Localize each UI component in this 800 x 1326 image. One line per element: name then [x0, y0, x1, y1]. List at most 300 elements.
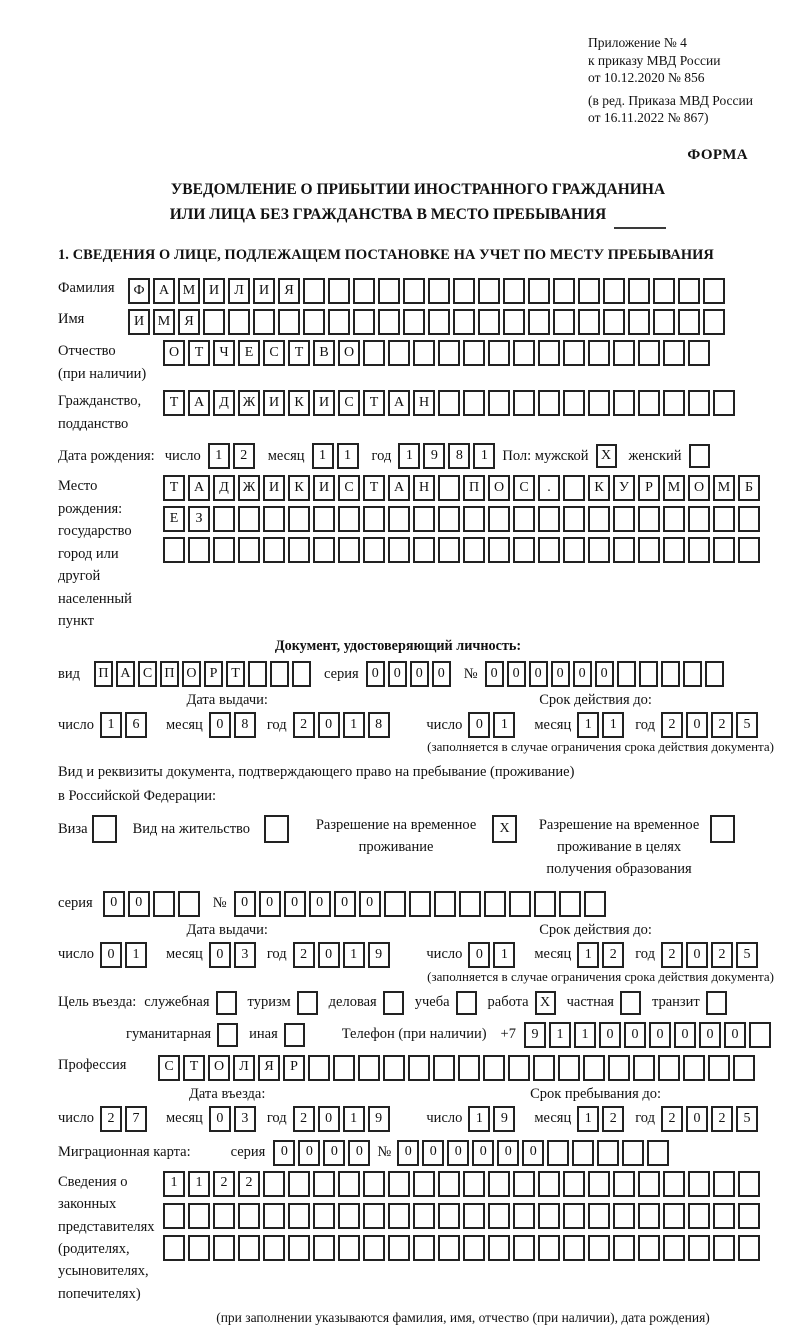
char-cell[interactable]: [613, 537, 635, 563]
char-cell[interactable]: 0: [388, 661, 407, 687]
char-cell[interactable]: [363, 506, 385, 532]
char-cell[interactable]: [388, 506, 410, 532]
char-cell[interactable]: Т: [163, 390, 185, 416]
char-cell[interactable]: 2: [238, 1171, 260, 1197]
char-cell[interactable]: [588, 1171, 610, 1197]
char-cell[interactable]: [203, 309, 225, 335]
char-cell[interactable]: 0: [599, 1022, 621, 1048]
char-cell[interactable]: О: [163, 340, 185, 366]
char-cell[interactable]: Я: [258, 1055, 280, 1081]
char-cell[interactable]: [338, 1235, 360, 1261]
char-cell[interactable]: М: [153, 309, 175, 335]
char-cell[interactable]: 0: [334, 891, 356, 917]
char-cell[interactable]: 0: [273, 1140, 295, 1166]
char-cell[interactable]: [653, 278, 675, 304]
char-cell[interactable]: 5: [736, 712, 758, 738]
char-cell[interactable]: 0: [259, 891, 281, 917]
char-cell[interactable]: [534, 891, 556, 917]
char-cell[interactable]: 1: [337, 443, 359, 469]
char-cell[interactable]: И: [313, 390, 335, 416]
char-cell[interactable]: [749, 1022, 771, 1048]
char-cell[interactable]: [363, 1235, 385, 1261]
purpose-checkbox[interactable]: [383, 991, 404, 1015]
char-cell[interactable]: [513, 390, 535, 416]
char-cell[interactable]: Л: [233, 1055, 255, 1081]
char-cell[interactable]: [428, 309, 450, 335]
char-cell[interactable]: Т: [288, 340, 310, 366]
char-cell[interactable]: 1: [602, 712, 624, 738]
char-cell[interactable]: [538, 537, 560, 563]
char-cell[interactable]: К: [288, 390, 310, 416]
char-cell[interactable]: [263, 537, 285, 563]
char-cell[interactable]: [238, 506, 260, 532]
char-cell[interactable]: 9: [368, 1106, 390, 1132]
char-cell[interactable]: 0: [100, 942, 122, 968]
char-cell[interactable]: [413, 506, 435, 532]
char-cell[interactable]: [509, 891, 531, 917]
char-cell[interactable]: [358, 1055, 380, 1081]
char-cell[interactable]: 0: [595, 661, 614, 687]
char-cell[interactable]: 0: [128, 891, 150, 917]
char-cell[interactable]: [503, 309, 525, 335]
char-cell[interactable]: [563, 390, 585, 416]
char-cell[interactable]: [633, 1055, 655, 1081]
char-cell[interactable]: [663, 1235, 685, 1261]
char-cell[interactable]: А: [388, 390, 410, 416]
char-cell[interactable]: [328, 309, 350, 335]
char-cell[interactable]: [538, 340, 560, 366]
char-cell[interactable]: [513, 537, 535, 563]
char-cell[interactable]: И: [203, 278, 225, 304]
char-cell[interactable]: 0: [624, 1022, 646, 1048]
char-cell[interactable]: [313, 1203, 335, 1229]
char-cell[interactable]: [163, 537, 185, 563]
char-cell[interactable]: 9: [423, 443, 445, 469]
char-cell[interactable]: 0: [724, 1022, 746, 1048]
char-cell[interactable]: 2: [711, 712, 733, 738]
char-cell[interactable]: [248, 661, 267, 687]
char-cell[interactable]: [703, 278, 725, 304]
char-cell[interactable]: [438, 537, 460, 563]
char-cell[interactable]: 2: [661, 1106, 683, 1132]
char-cell[interactable]: [588, 390, 610, 416]
char-cell[interactable]: 1: [100, 712, 122, 738]
char-cell[interactable]: [688, 537, 710, 563]
char-cell[interactable]: [313, 506, 335, 532]
char-cell[interactable]: [438, 1203, 460, 1229]
char-cell[interactable]: 1: [188, 1171, 210, 1197]
char-cell[interactable]: 1: [312, 443, 334, 469]
char-cell[interactable]: [613, 1171, 635, 1197]
char-cell[interactable]: С: [263, 340, 285, 366]
char-cell[interactable]: [613, 506, 635, 532]
char-cell[interactable]: [478, 278, 500, 304]
char-cell[interactable]: Ж: [238, 475, 260, 501]
char-cell[interactable]: Т: [226, 661, 245, 687]
char-cell[interactable]: 1: [577, 712, 599, 738]
char-cell[interactable]: [388, 1235, 410, 1261]
char-cell[interactable]: [538, 1235, 560, 1261]
char-cell[interactable]: [463, 1235, 485, 1261]
char-cell[interactable]: [588, 340, 610, 366]
residence-permit-checkbox[interactable]: [264, 815, 289, 843]
char-cell[interactable]: 0: [485, 661, 504, 687]
char-cell[interactable]: [378, 278, 400, 304]
char-cell[interactable]: [363, 537, 385, 563]
char-cell[interactable]: [622, 1140, 644, 1166]
char-cell[interactable]: [303, 309, 325, 335]
char-cell[interactable]: 1: [549, 1022, 571, 1048]
char-cell[interactable]: [588, 1235, 610, 1261]
char-cell[interactable]: 1: [468, 1106, 490, 1132]
char-cell[interactable]: [603, 278, 625, 304]
char-cell[interactable]: [413, 537, 435, 563]
char-cell[interactable]: 0: [447, 1140, 469, 1166]
char-cell[interactable]: 7: [125, 1106, 147, 1132]
char-cell[interactable]: [438, 475, 460, 501]
char-cell[interactable]: 0: [529, 661, 548, 687]
char-cell[interactable]: [438, 1235, 460, 1261]
char-cell[interactable]: [538, 506, 560, 532]
char-cell[interactable]: [708, 1055, 730, 1081]
char-cell[interactable]: [583, 1055, 605, 1081]
char-cell[interactable]: [288, 1171, 310, 1197]
char-cell[interactable]: [308, 1055, 330, 1081]
char-cell[interactable]: [313, 1171, 335, 1197]
char-cell[interactable]: [563, 1203, 585, 1229]
char-cell[interactable]: О: [338, 340, 360, 366]
char-cell[interactable]: 0: [209, 942, 231, 968]
char-cell[interactable]: 9: [493, 1106, 515, 1132]
char-cell[interactable]: 0: [507, 661, 526, 687]
char-cell[interactable]: 2: [661, 712, 683, 738]
char-cell[interactable]: [353, 278, 375, 304]
char-cell[interactable]: [303, 278, 325, 304]
char-cell[interactable]: 9: [368, 942, 390, 968]
char-cell[interactable]: [558, 1055, 580, 1081]
char-cell[interactable]: [213, 537, 235, 563]
char-cell[interactable]: 0: [397, 1140, 419, 1166]
char-cell[interactable]: [513, 340, 535, 366]
char-cell[interactable]: 3: [234, 1106, 256, 1132]
purpose-checkbox[interactable]: [706, 991, 727, 1015]
char-cell[interactable]: 8: [234, 712, 256, 738]
char-cell[interactable]: А: [116, 661, 135, 687]
char-cell[interactable]: [488, 537, 510, 563]
char-cell[interactable]: [678, 309, 700, 335]
char-cell[interactable]: 0: [468, 942, 490, 968]
char-cell[interactable]: [538, 1171, 560, 1197]
char-cell[interactable]: [663, 340, 685, 366]
char-cell[interactable]: [628, 278, 650, 304]
char-cell[interactable]: М: [663, 475, 685, 501]
char-cell[interactable]: [433, 1055, 455, 1081]
char-cell[interactable]: [513, 506, 535, 532]
char-cell[interactable]: З: [188, 506, 210, 532]
visa-checkbox[interactable]: [92, 815, 117, 843]
char-cell[interactable]: [488, 1203, 510, 1229]
char-cell[interactable]: 6: [125, 712, 147, 738]
char-cell[interactable]: [288, 537, 310, 563]
char-cell[interactable]: О: [208, 1055, 230, 1081]
char-cell[interactable]: .: [538, 475, 560, 501]
gender-male-checkbox[interactable]: X: [596, 444, 617, 468]
char-cell[interactable]: [388, 340, 410, 366]
char-cell[interactable]: 0: [298, 1140, 320, 1166]
char-cell[interactable]: [483, 1055, 505, 1081]
char-cell[interactable]: Н: [413, 475, 435, 501]
char-cell[interactable]: [661, 661, 680, 687]
purpose-checkbox[interactable]: [620, 991, 641, 1015]
char-cell[interactable]: [647, 1140, 669, 1166]
char-cell[interactable]: 0: [432, 661, 451, 687]
char-cell[interactable]: [713, 1235, 735, 1261]
char-cell[interactable]: 2: [711, 1106, 733, 1132]
char-cell[interactable]: [639, 661, 658, 687]
char-cell[interactable]: [353, 309, 375, 335]
purpose-checkbox[interactable]: [456, 991, 477, 1015]
char-cell[interactable]: [288, 1203, 310, 1229]
char-cell[interactable]: 1: [343, 942, 365, 968]
char-cell[interactable]: Ж: [238, 390, 260, 416]
char-cell[interactable]: 0: [284, 891, 306, 917]
char-cell[interactable]: [438, 506, 460, 532]
char-cell[interactable]: 0: [410, 661, 429, 687]
char-cell[interactable]: [459, 891, 481, 917]
char-cell[interactable]: [188, 537, 210, 563]
char-cell[interactable]: 1: [208, 443, 230, 469]
char-cell[interactable]: О: [688, 475, 710, 501]
char-cell[interactable]: 8: [368, 712, 390, 738]
char-cell[interactable]: [608, 1055, 630, 1081]
char-cell[interactable]: [713, 1171, 735, 1197]
char-cell[interactable]: П: [94, 661, 113, 687]
char-cell[interactable]: [658, 1055, 680, 1081]
char-cell[interactable]: [559, 891, 581, 917]
char-cell[interactable]: [513, 1203, 535, 1229]
char-cell[interactable]: Ф: [128, 278, 150, 304]
char-cell[interactable]: [563, 475, 585, 501]
char-cell[interactable]: Я: [178, 309, 200, 335]
char-cell[interactable]: [513, 1235, 535, 1261]
char-cell[interactable]: [613, 390, 635, 416]
char-cell[interactable]: [703, 309, 725, 335]
char-cell[interactable]: 0: [468, 712, 490, 738]
char-cell[interactable]: [378, 309, 400, 335]
char-cell[interactable]: [563, 1235, 585, 1261]
char-cell[interactable]: С: [158, 1055, 180, 1081]
char-cell[interactable]: 2: [661, 942, 683, 968]
char-cell[interactable]: А: [188, 475, 210, 501]
char-cell[interactable]: [288, 506, 310, 532]
char-cell[interactable]: К: [588, 475, 610, 501]
char-cell[interactable]: М: [178, 278, 200, 304]
char-cell[interactable]: [488, 506, 510, 532]
char-cell[interactable]: 2: [711, 942, 733, 968]
char-cell[interactable]: [638, 1235, 660, 1261]
char-cell[interactable]: П: [160, 661, 179, 687]
char-cell[interactable]: 0: [699, 1022, 721, 1048]
char-cell[interactable]: [213, 1203, 235, 1229]
char-cell[interactable]: [628, 309, 650, 335]
char-cell[interactable]: [292, 661, 311, 687]
char-cell[interactable]: А: [153, 278, 175, 304]
char-cell[interactable]: 5: [736, 1106, 758, 1132]
char-cell[interactable]: [588, 1203, 610, 1229]
char-cell[interactable]: [588, 506, 610, 532]
char-cell[interactable]: [638, 1171, 660, 1197]
char-cell[interactable]: Л: [228, 278, 250, 304]
char-cell[interactable]: [713, 506, 735, 532]
char-cell[interactable]: [434, 891, 456, 917]
char-cell[interactable]: [508, 1055, 530, 1081]
char-cell[interactable]: 0: [309, 891, 331, 917]
gender-female-checkbox[interactable]: [689, 444, 710, 468]
char-cell[interactable]: 2: [213, 1171, 235, 1197]
char-cell[interactable]: А: [188, 390, 210, 416]
char-cell[interactable]: О: [488, 475, 510, 501]
char-cell[interactable]: П: [463, 475, 485, 501]
char-cell[interactable]: 0: [686, 942, 708, 968]
char-cell[interactable]: 1: [398, 443, 420, 469]
char-cell[interactable]: [338, 1203, 360, 1229]
char-cell[interactable]: Ч: [213, 340, 235, 366]
char-cell[interactable]: [263, 1171, 285, 1197]
char-cell[interactable]: [328, 278, 350, 304]
char-cell[interactable]: [578, 278, 600, 304]
char-cell[interactable]: 0: [573, 661, 592, 687]
char-cell[interactable]: 1: [493, 942, 515, 968]
char-cell[interactable]: [617, 661, 636, 687]
char-cell[interactable]: 0: [348, 1140, 370, 1166]
char-cell[interactable]: [683, 661, 702, 687]
char-cell[interactable]: Е: [163, 506, 185, 532]
char-cell[interactable]: 0: [366, 661, 385, 687]
char-cell[interactable]: В: [313, 340, 335, 366]
char-cell[interactable]: [572, 1140, 594, 1166]
purpose-checkbox[interactable]: X: [535, 991, 556, 1015]
char-cell[interactable]: [413, 1203, 435, 1229]
char-cell[interactable]: [403, 309, 425, 335]
purpose-checkbox[interactable]: [284, 1023, 305, 1047]
char-cell[interactable]: Т: [363, 390, 385, 416]
char-cell[interactable]: [738, 506, 760, 532]
char-cell[interactable]: [463, 390, 485, 416]
char-cell[interactable]: С: [338, 390, 360, 416]
char-cell[interactable]: [688, 390, 710, 416]
char-cell[interactable]: [463, 1171, 485, 1197]
char-cell[interactable]: [733, 1055, 755, 1081]
char-cell[interactable]: [238, 1235, 260, 1261]
char-cell[interactable]: [638, 390, 660, 416]
char-cell[interactable]: [388, 537, 410, 563]
char-cell[interactable]: [563, 506, 585, 532]
char-cell[interactable]: [588, 537, 610, 563]
char-cell[interactable]: [413, 1171, 435, 1197]
char-cell[interactable]: [238, 1203, 260, 1229]
char-cell[interactable]: [613, 1235, 635, 1261]
char-cell[interactable]: [163, 1235, 185, 1261]
char-cell[interactable]: [528, 309, 550, 335]
char-cell[interactable]: 1: [577, 942, 599, 968]
char-cell[interactable]: М: [713, 475, 735, 501]
char-cell[interactable]: Т: [183, 1055, 205, 1081]
char-cell[interactable]: [738, 537, 760, 563]
char-cell[interactable]: Д: [213, 390, 235, 416]
char-cell[interactable]: [688, 1203, 710, 1229]
char-cell[interactable]: И: [263, 475, 285, 501]
char-cell[interactable]: [488, 1235, 510, 1261]
char-cell[interactable]: И: [313, 475, 335, 501]
char-cell[interactable]: [563, 1171, 585, 1197]
char-cell[interactable]: [597, 1140, 619, 1166]
char-cell[interactable]: [713, 390, 735, 416]
char-cell[interactable]: [388, 1171, 410, 1197]
char-cell[interactable]: [463, 506, 485, 532]
char-cell[interactable]: [213, 506, 235, 532]
char-cell[interactable]: [163, 1203, 185, 1229]
char-cell[interactable]: [547, 1140, 569, 1166]
char-cell[interactable]: [638, 1203, 660, 1229]
char-cell[interactable]: [503, 278, 525, 304]
char-cell[interactable]: [484, 891, 506, 917]
char-cell[interactable]: 5: [736, 942, 758, 968]
char-cell[interactable]: 0: [318, 1106, 340, 1132]
char-cell[interactable]: 0: [234, 891, 256, 917]
char-cell[interactable]: 1: [574, 1022, 596, 1048]
char-cell[interactable]: 0: [686, 712, 708, 738]
char-cell[interactable]: 0: [359, 891, 381, 917]
char-cell[interactable]: 2: [233, 443, 255, 469]
char-cell[interactable]: [688, 506, 710, 532]
char-cell[interactable]: [263, 506, 285, 532]
char-cell[interactable]: [488, 1171, 510, 1197]
char-cell[interactable]: [603, 309, 625, 335]
char-cell[interactable]: [663, 1203, 685, 1229]
char-cell[interactable]: 0: [103, 891, 125, 917]
char-cell[interactable]: [713, 1203, 735, 1229]
char-cell[interactable]: 2: [293, 712, 315, 738]
char-cell[interactable]: 0: [323, 1140, 345, 1166]
char-cell[interactable]: К: [288, 475, 310, 501]
char-cell[interactable]: Н: [413, 390, 435, 416]
char-cell[interactable]: [688, 1235, 710, 1261]
char-cell[interactable]: 0: [497, 1140, 519, 1166]
char-cell[interactable]: [388, 1203, 410, 1229]
char-cell[interactable]: [538, 390, 560, 416]
char-cell[interactable]: [563, 537, 585, 563]
char-cell[interactable]: 0: [422, 1140, 444, 1166]
char-cell[interactable]: [653, 309, 675, 335]
char-cell[interactable]: [453, 278, 475, 304]
char-cell[interactable]: [458, 1055, 480, 1081]
char-cell[interactable]: [153, 891, 175, 917]
char-cell[interactable]: И: [253, 278, 275, 304]
char-cell[interactable]: 0: [522, 1140, 544, 1166]
char-cell[interactable]: 0: [318, 942, 340, 968]
char-cell[interactable]: [213, 1235, 235, 1261]
char-cell[interactable]: С: [138, 661, 157, 687]
char-cell[interactable]: 2: [602, 1106, 624, 1132]
char-cell[interactable]: [478, 309, 500, 335]
char-cell[interactable]: [488, 390, 510, 416]
char-cell[interactable]: [738, 1171, 760, 1197]
char-cell[interactable]: [263, 1235, 285, 1261]
char-cell[interactable]: Б: [738, 475, 760, 501]
char-cell[interactable]: [584, 891, 606, 917]
char-cell[interactable]: [463, 340, 485, 366]
char-cell[interactable]: 2: [293, 942, 315, 968]
